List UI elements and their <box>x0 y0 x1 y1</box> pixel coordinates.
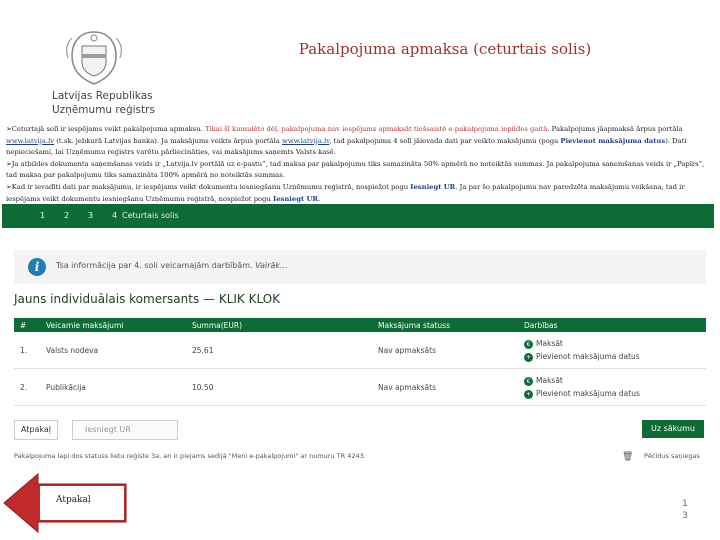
add-icon: + <box>525 390 532 398</box>
desc-p3-e: . <box>318 194 321 203</box>
coat-of-arms-icon <box>62 28 126 88</box>
col-header-actions: Darbības <box>518 318 706 332</box>
add-payment-data-action[interactable] <box>524 387 706 400</box>
desc-p3-button-name-2: Iesniegt UR <box>273 194 319 203</box>
desc-p1-d: (t.sk. jebkurā Latvijas banka). Ja maksājums veikts ārpus portāla <box>54 136 282 145</box>
step-2[interactable]: 2 <box>64 211 70 220</box>
trash-icon[interactable]: 🗑 <box>622 452 634 462</box>
info-more-link[interactable]: Vairāk... <box>255 261 288 270</box>
description-paragraph-2 <box>6 159 712 182</box>
step-3[interactable]: 3 <box>88 211 94 220</box>
table-header-row <box>14 318 706 332</box>
footer-link[interactable]: Pēcīdus saņiegas <box>644 452 700 460</box>
euro-icon: € <box>524 377 533 386</box>
add-payment-label: Pievienot maksājuma datus <box>536 352 640 361</box>
table-row <box>14 332 706 369</box>
back-arrow-label[interactable]: Atpakaļ <box>56 495 91 505</box>
back-button[interactable]: Atpakaļ <box>14 420 58 440</box>
description-paragraph-3 <box>6 182 712 205</box>
info-text <box>56 261 288 270</box>
desc-p2: Ja atbildes dokumenta saņemšanas veids ir „Latvija.lv portālā uz e-pastu”, tad maksa par pakalpojumu tiks samazināta 50% apmērā no noteiktās summas. Ja pakalpojuma saņemšanas veids ir „Papīrs”, tad maksa par pakalpojumu tiks samazināta 100% apmērā no noteiktās summas. <box>6 159 705 180</box>
row-actions <box>518 332 706 369</box>
row-sum: 10.50 <box>186 369 372 406</box>
description-paragraph-1 <box>6 124 712 159</box>
col-header-num: # <box>14 318 40 332</box>
add-payment-data-action[interactable] <box>524 350 706 363</box>
step-1[interactable]: 1 <box>40 211 46 220</box>
page-number-bottom: 3 <box>682 511 688 521</box>
row-actions <box>518 369 706 406</box>
desc-p3-c: . Ja par šo pakalpojumu nav paredzēta maksājumu veikšana, tad ir iespējams veikt dokumentu iesniegšanu Uzņēmumu reģistrā, nospiežot pogu <box>6 182 685 203</box>
add-icon: + <box>525 353 532 361</box>
arrow-bullet-icon: ➢ <box>6 125 12 133</box>
submit-ur-button[interactable]: Iesniegt UR <box>72 420 178 440</box>
info-icon: i <box>28 258 46 276</box>
page-number <box>678 498 692 522</box>
row-payment: Publikācija <box>40 369 186 406</box>
desc-p1-c: . Pakalpojums jāapmaksā ārpus portāla <box>547 125 683 133</box>
col-header-status: Maksājuma statuss <box>372 318 518 332</box>
description-text <box>6 124 712 205</box>
step-progress-bar <box>2 204 714 228</box>
latvija-link-1[interactable]: www.latvija.lv <box>6 136 55 145</box>
euro-icon: € <box>524 340 533 349</box>
arrow-bullet-icon: ➢ <box>6 159 12 168</box>
desc-p1-button-name: Pievienot maksājuma datus <box>560 136 666 145</box>
payments-table <box>14 318 706 406</box>
desc-p3-a: Kad ir ievadīti dati par maksājumu, ir iespējams veikt dokumentu iesniegšanu Uzņēmumu reģistrā, nospiežot pogu <box>11 182 411 191</box>
desc-p1-e: , tad pakalpojuma 4 solī jāievada dati par veikto maksājumu (poga <box>329 136 561 145</box>
pay-action[interactable] <box>524 374 706 387</box>
col-header-sum: Summa(EUR) <box>186 318 372 332</box>
row-num: 1. <box>14 332 40 369</box>
table-row <box>14 369 706 406</box>
desc-p3-button-name: Iesniegt UR <box>410 182 456 191</box>
pay-label: Maksāt <box>536 339 563 348</box>
col-header-payment: Veicamie maksājumi <box>40 318 186 332</box>
logo-line2: Uzņēmumu reģistrs <box>52 104 155 116</box>
footer-status-text: Pakalpojuma lapi dos statuss lietu reģiste 3a, an ir piejams sedijā "Meni e-pakalpojumi" ar numuru TR 4243. <box>14 452 366 460</box>
desc-p1-g: ). Dati nepieciešami, lai Uzņēmumu reģistrs varētu pārliecināties, vai maksājums saņemts Valsts kasē. <box>6 136 687 157</box>
desc-p1-a: Ceturtajā solī ir iespējams veikt pakalpojuma apmaksu. <box>11 125 205 133</box>
row-status: Nav apmaksāts <box>372 369 518 406</box>
arrow-bullet-icon: ➢ <box>6 182 12 191</box>
add-payment-label: Plevienot maksājuma datus <box>536 389 640 398</box>
desc-p1-highlight: Tikai šī kumulēto dēļ, pakalpojuma nav iespējams apmaksāt tiešsaistē e-pakalpojuma iepildes gaitā <box>204 125 548 133</box>
pay-action[interactable] <box>524 337 706 350</box>
logo-line1: Latvijas Republikas <box>52 90 153 102</box>
page-number-top: 1 <box>682 499 688 509</box>
latvija-link-2[interactable]: www.latvija.lv <box>282 136 330 145</box>
company-title: Jauns individuālais komersants — KLIK KLOK <box>14 292 281 306</box>
step-4-label: Ceturtais solis <box>122 211 179 220</box>
info-bar <box>14 250 706 284</box>
slide-title: Pakalpojuma apmaksa (ceturtais solis) <box>298 40 592 58</box>
logo <box>40 28 155 128</box>
step-4[interactable]: 4 <box>112 211 118 220</box>
to-start-button[interactable]: Uz sākumu <box>642 420 704 438</box>
pay-label: Maksāt <box>536 376 563 385</box>
row-payment: Valsts nodeva <box>40 332 186 369</box>
row-status: Nav apmaksāts <box>372 332 518 369</box>
info-message: Tsa informācija par 4. soli veicamajām darbībām. <box>56 261 256 270</box>
row-sum: 25,61 <box>186 332 372 369</box>
row-num: 2. <box>14 369 40 406</box>
